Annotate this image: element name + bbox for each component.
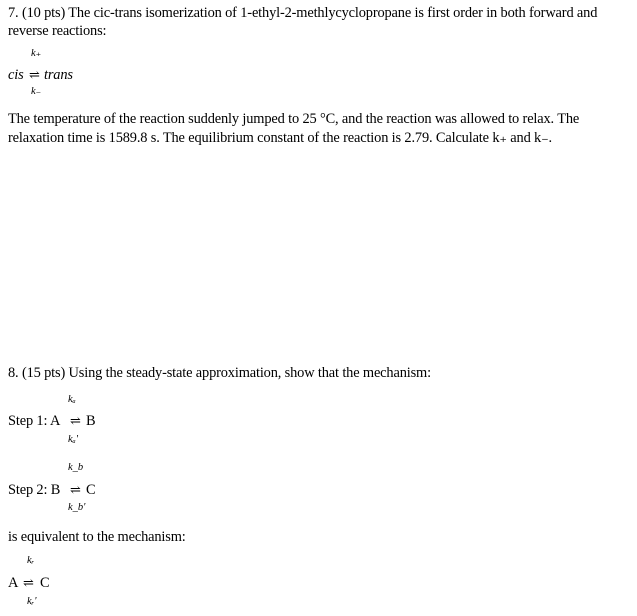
equilibrium-arrow: ⇌ bbox=[29, 67, 39, 82]
q7-body2: relaxation time is 1589.8 s. The equilibrium constant of the reaction is 2.79. Calculate k₊ and k₋. bbox=[8, 130, 552, 146]
step1-product: B bbox=[86, 413, 96, 429]
step1-arrow: ⇌ bbox=[70, 413, 80, 428]
overall-k-top: kᵣ bbox=[27, 555, 35, 566]
overall-k-bottom: kᵣ' bbox=[27, 596, 37, 607]
step1-k-top: kₐ bbox=[68, 394, 76, 405]
q7-body1: The temperature of the reaction suddenly jumped to 25 °C, and the reaction was allowed to relax. The bbox=[8, 111, 580, 127]
step1-k-bottom: kₐ' bbox=[68, 434, 78, 445]
step2-product: C bbox=[86, 482, 96, 498]
step2-k-top: k_b bbox=[68, 462, 84, 473]
k-forward-label: k₊ bbox=[31, 48, 42, 59]
q7-line1: 7. (10 pts) The cic-trans isomerization of 1-ethyl-2-methlycyclopropane is first order in both forward and bbox=[8, 5, 598, 21]
q8-intro: 8. (15 pts) Using the steady-state approximation, show that the mechanism: bbox=[8, 365, 431, 381]
q8-equivalent-text: is equivalent to the mechanism: bbox=[8, 529, 186, 545]
reactant-cis: cis bbox=[8, 67, 24, 83]
q7-line2: reverse reactions: bbox=[8, 23, 107, 39]
step2-arrow: ⇌ bbox=[70, 482, 80, 497]
overall-arrow: ⇌ bbox=[23, 575, 33, 590]
step1-label: Step 1: A bbox=[8, 413, 61, 429]
k-reverse-label: k₋ bbox=[31, 86, 42, 97]
overall-reactant: A bbox=[8, 575, 19, 591]
step2-k-bottom: k_b' bbox=[68, 502, 86, 513]
step2-label: Step 2: B bbox=[8, 482, 61, 498]
product-trans: trans bbox=[44, 67, 73, 83]
overall-product: C bbox=[40, 575, 50, 591]
